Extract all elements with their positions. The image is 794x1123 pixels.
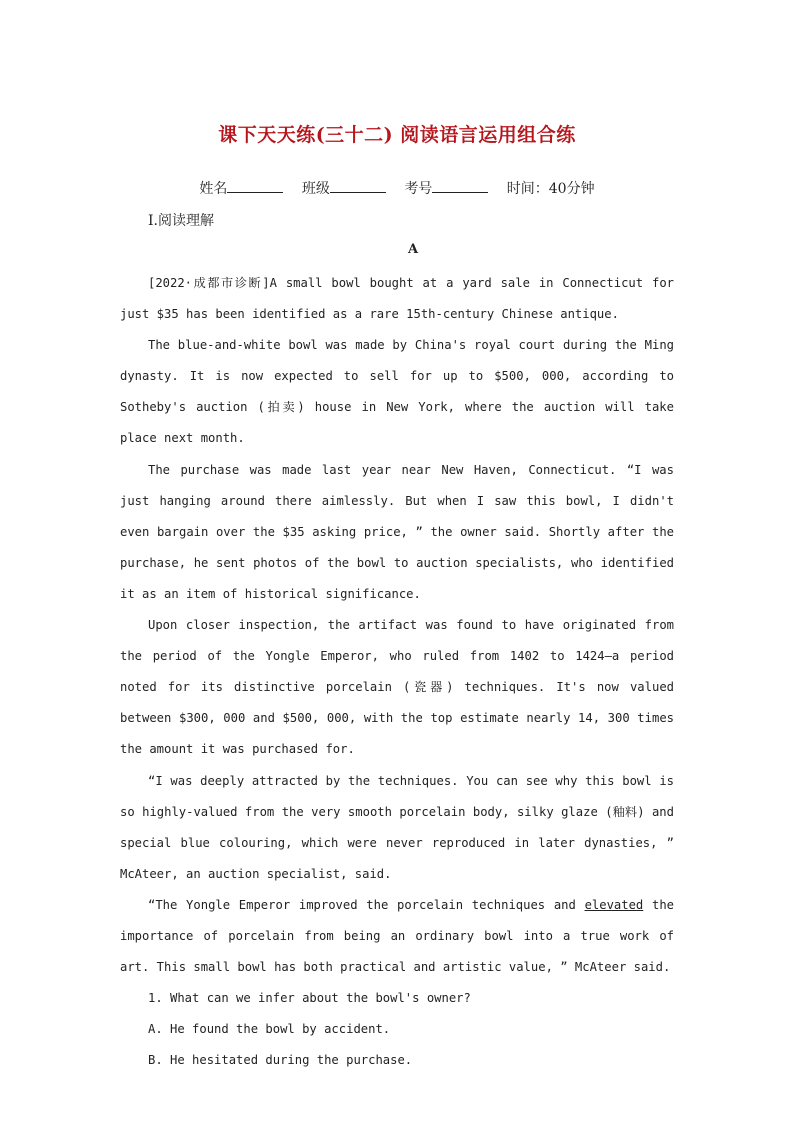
exam-no-blank[interactable]: [432, 178, 488, 193]
underlined-word: elevated: [584, 897, 644, 912]
question-stem: 1. What can we infer about the bowl's owner?: [148, 991, 471, 1006]
section-heading: Ⅰ.阅读理解: [148, 213, 214, 229]
paragraph-6-start: “The Yongle Emperor improved the porcelain techniques and: [148, 897, 585, 912]
paragraph-2: The blue-and-white bowl was made by China's royal court during the Ming dynasty. It is now expected to sell for up to $500, 000, according to Sotheby's auction (拍卖) house in New York, where the auction will take place next month.: [120, 338, 674, 446]
paragraph-6: [120, 890, 674, 983]
exam-no-label: 考号: [404, 181, 433, 197]
passage-label: A: [407, 242, 419, 257]
time-label: 时间：40分钟: [506, 181, 595, 197]
student-info-line: [0, 178, 794, 198]
name-label: 姓名: [199, 181, 228, 197]
paragraph-5: “I was deeply attracted by the techniques. You can see why this bowl is so highly-valued from the very smooth porcelain body, silky glaze (釉料) and special blue colouring, which were never reproduced in later dynasties, ” McAteer, an auction specialist, said.: [120, 773, 674, 881]
name-blank[interactable]: [227, 178, 283, 193]
page-title: 课下天天练(三十二) 阅读语言运用组合练: [218, 124, 576, 146]
paragraph-6-end: the importance of porcelain from being an ordinary bowl into a true work of art. This small bowl has both practical and artistic value, ” McAteer said.: [120, 897, 674, 975]
option-a: A. He found the bowl by accident.: [148, 1022, 391, 1037]
paragraph-3: The purchase was made last year near New Haven, Connecticut. “I was just hanging around there aimlessly. But when I saw this bowl, I didn't even bargain over the $35 asking price, ” the owner said. Shortly after the purchase, he sent photos of the bowl to auction specialists, who identified it as an item of historical significance.: [120, 462, 674, 601]
class-blank[interactable]: [330, 178, 386, 193]
option-b: B. He hesitated during the purchase.: [148, 1053, 413, 1068]
class-label: 班级: [301, 181, 330, 197]
passage-body: [120, 268, 674, 1076]
paragraph-4: Upon closer inspection, the artifact was found to have originated from the period of the Yongle Emperor, who ruled from 1402 to 1424—a period noted for its distinctive porcelain (瓷器) techniques. It's now valued between $300, 000 and $500, 000, with the top estimate nearly 14, 300 times the amount it was purchased for.: [120, 618, 674, 757]
paragraph-1: [2022·成都市诊断]A small bowl bought at a yard sale in Connecticut for just $35 has been identified as a rare 15th-century Chinese antique.: [120, 276, 674, 322]
